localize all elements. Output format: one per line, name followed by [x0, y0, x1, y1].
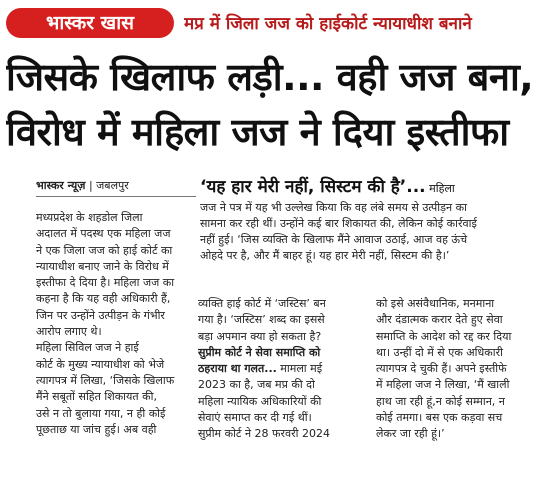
column-line: त्यागपत्र में लिखा, ‘जिसके खिलाफ: [36, 373, 175, 387]
section-badge: भास्कर खास: [6, 8, 174, 38]
subhead-line: [198, 361, 366, 377]
column-line: समाप्ति के आदेश को रद्द कर दिया: [376, 329, 512, 343]
headline-line-1: जिसके खिलाफ लड़ी... वही जज बना,: [6, 55, 534, 99]
column-line: में महिला जज ने लिखा, ‘मैं खाली: [376, 378, 510, 392]
column-line: व्यक्ति हाई कोर्ट में ‘जस्टिस’ बन: [198, 297, 326, 310]
subhead-bold: ठहराया था गलत...: [198, 362, 277, 376]
quote-title-line: [200, 176, 556, 200]
top-bar: [0, 0, 560, 44]
quote-line: जज ने पत्र में यह भी उल्लेख किया कि वह लंबे समय से उत्पीड़न का: [200, 201, 467, 214]
column-line: महिला न्यायिक अधिकारियों की: [198, 394, 322, 408]
column-line: सुप्रीम कोर्ट ने 28 फरवरी 2024: [198, 427, 330, 441]
column-line: महिला सिविल जज ने हाई: [36, 341, 139, 355]
column-line: गया है। ‘जस्टिस’ शब्द का इससे: [198, 313, 325, 327]
column-line: अदालत में पदस्थ एक महिला जज: [36, 227, 171, 241]
column-line: हाथ जा रही हूं,न कोई सम्मान, न: [376, 394, 505, 408]
column-line: कोर्ट के मुख्य न्यायाधीश को भेजे: [36, 357, 165, 371]
headline-line-2: विरोध में महिला जज ने दिया इस्तीफा: [6, 110, 509, 154]
column-line: मध्यप्रदेश के शहडोल जिला: [36, 211, 143, 224]
byline-rule: [36, 196, 196, 197]
article-column-3: [376, 296, 548, 443]
subhead: सुप्रीम कोर्ट ने सेवा समाप्ति को: [198, 345, 321, 359]
quote-line: नहीं हुई। ‘जिस व्यक्ति के खिलाफ मैंने आवाज उठाई, आज वह ऊंचे: [200, 233, 468, 246]
column-line: था। उन्हीं दो में से एक अधिकारी: [376, 345, 503, 359]
byline-source: भास्कर न्यूज़: [36, 179, 86, 192]
quote-title: ‘यह हार मेरी नहीं, सिस्टम की है’...: [200, 177, 426, 197]
article-column-2: [198, 296, 366, 443]
column-line: उसे न तो बुलाया गया, न ही कोई: [36, 406, 166, 420]
kicker-text: मप्र में जिला जज को हाईकोर्ट न्यायाधीश बनाने: [184, 14, 472, 34]
quote-line: ओहदे पर है, और मैं बाहर हूं। यह हार मेरी नहीं, सिस्टम की है।’: [200, 249, 450, 262]
quote-line: सामना कर रही थीं। उन्होंने कई बार शिकायत की, लेकिन कोई कार्रवाई: [200, 217, 477, 230]
column-line: को इसे असंवैधानिक, मनमाना: [376, 297, 495, 310]
quote-box: [200, 176, 556, 264]
headline: [6, 50, 556, 160]
column-line: त्यागपत्र दे चुकी हैं। अपने इस्तीफे: [376, 362, 507, 376]
subhead-tail: मामला मई: [276, 362, 323, 376]
quote-title-tail: महिला: [425, 182, 455, 195]
article-column-1: [36, 210, 192, 438]
column-line: पूछताछ या जांच हुई। अब वही: [36, 422, 157, 436]
column-line: सेवाएं समाप्त कर दी गई थीं।: [198, 411, 312, 425]
byline: [36, 178, 129, 193]
column-line: ने एक जिला जज को हाई कोर्ट का: [36, 243, 173, 257]
column-line: और दंडात्मक करार देते हुए सेवा: [376, 313, 503, 327]
column-line: न्यायाधीश बनाए जाने के विरोध में: [36, 259, 169, 273]
column-line: बड़ा अपमान क्या हो सकता है?: [198, 329, 322, 343]
column-line: कोई तमगा। बस एक कड़वा सच: [376, 411, 503, 425]
column-line: इस्तीफा दे दिया है। महिला जज का: [36, 276, 175, 290]
byline-place: | जबलपुर: [88, 179, 129, 192]
column-line: लेकर जा रही हूं।’: [376, 427, 445, 441]
column-line: कहना है कि यह वही अधिकारी हैं,: [36, 292, 171, 306]
column-line: 2023 का है, जब मप्र की दो: [198, 378, 315, 392]
column-line: मैंने सबूतों सहित शिकायत की,: [36, 390, 157, 404]
column-line: आरोप लगाए थे।: [36, 325, 102, 339]
column-line: जिन पर उन्होंने उत्पीड़न के गंभीर: [36, 308, 165, 322]
